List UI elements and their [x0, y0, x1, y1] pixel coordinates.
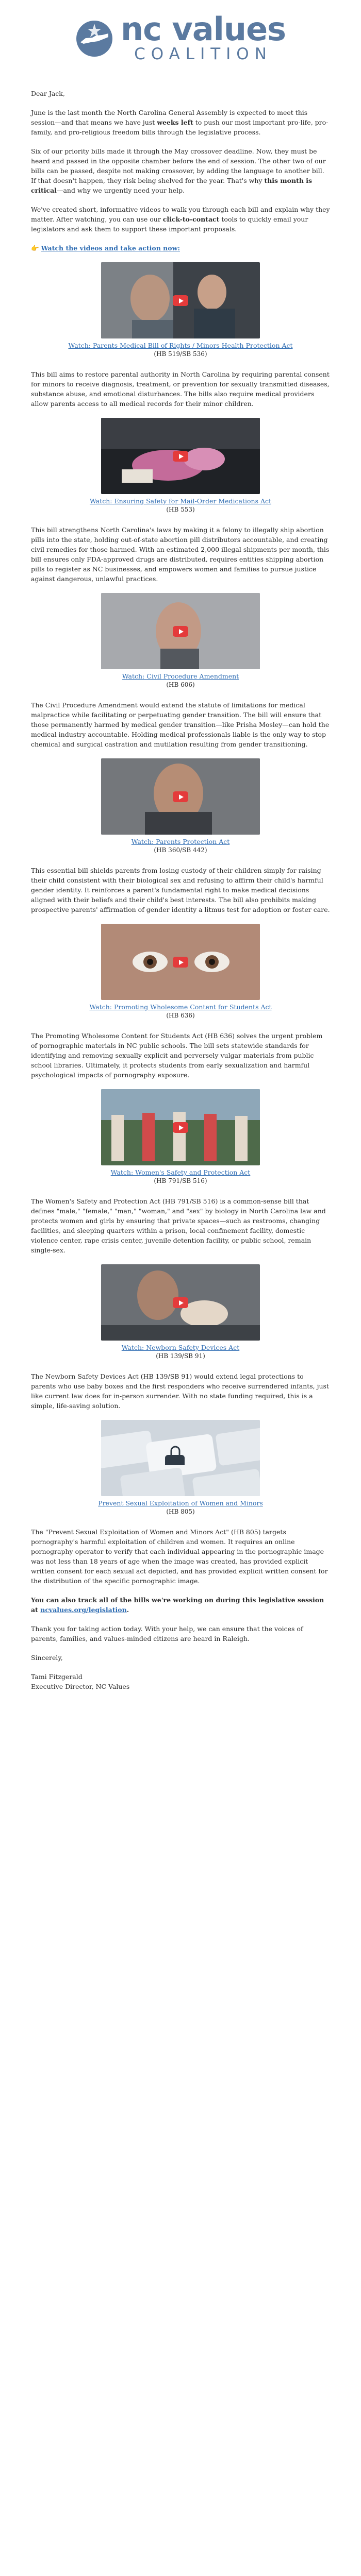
crossover-paragraph: Six of our priority bills made it through the May crossover deadline. Now, they must be heard and passed in the opposite chamber before the end of session. The other two of our bills can be passed, despite not making crossover, by adding the language to another bill. If that doesn't happen, they risk being shelved for the year. That's why this month is critical—and why we urgently need your help. — [31, 147, 326, 194]
watch-line — [31, 243, 330, 253]
video-thumbnail[interactable] — [101, 1089, 260, 1165]
bill-description: This essential bill shields parents from losing custody of their children simply for raising their child consistent with their biological sex and refusing to affirm their child's harmful gender identity. It reinforces a parent's fundamental right to make medical decisions aligned with their beliefs and their child's best interests. The bill also prohibits making prospective parents' affirmation of gender identity a litmus test for adoption or foster care. — [31, 867, 330, 913]
video-link[interactable]: Watch: Newborn Safety Devices Act — [121, 1344, 240, 1351]
brand-sub: COALITION — [134, 45, 272, 63]
bill-description: The Women's Safety and Protection Act (HB 791/SB 516) is a common-sense bill that defines "male," "female," "man," "woman," and "sex" by biology in North Carolina law and protects women and girls by ensuring that private spaces—such as restrooms, changing facilities, and sleeping quarters within a prison, local confinement facility, domestic violence center, rape crisis center, juvenile detention facility, or public school, remain single-sex. — [31, 1197, 326, 1254]
bill-description: This bill strengthens North Carolina's laws by making it a felony to illegally ship abortion pills into the state, holding out-of-state abortion pill distributors accountable, and creating civil remedies for those harmed. With an estimated 2,000 illegal shipments per month, this bill ensures only FDA-approved drugs are distributed, requires entities shipping abortion pills to register as NC businesses, and empowers women and families to pursue justice against dangerous, unlawful practices. — [31, 526, 330, 583]
bill-description: The Promoting Wholesome Content for Students Act (HB 636) solves the urgent problem of pornographic materials in NC public schools. The bill sets statewide standards for identifying and removing sexually explicit and perversely vulgar materials from public school libraries. Ultimately, it protects students from early sexualization and harmful psychological impacts of pornography exposure. — [31, 1032, 323, 1079]
greeting: Dear Jack, — [31, 90, 65, 97]
bill-ref: (HB 606) — [166, 681, 195, 688]
signoff: Sincerely, — [31, 1654, 63, 1662]
video-thumbnail[interactable] — [101, 1264, 260, 1341]
brand-name: nc values — [120, 10, 286, 48]
video-image — [101, 1420, 260, 1496]
bill-description: The Newborn Safety Devices Act (HB 139/SB 91) would extend legal protections to parents who use baby boxes and the first responders who receive surrendered infants, just like current law does for in-person surrender. With no state funding required, this is a simple, life-saving solution. — [31, 1372, 329, 1410]
header — [0, 0, 361, 77]
email-body — [0, 77, 361, 1691]
video-caption — [31, 838, 330, 854]
bill-ref: (HB 139/SB 91) — [156, 1352, 205, 1360]
play-icon[interactable] — [173, 957, 188, 968]
video-link[interactable]: Watch: Women's Safety and Protection Act — [110, 1168, 251, 1176]
play-icon[interactable] — [173, 1297, 188, 1308]
video-thumbnail[interactable] — [101, 1420, 260, 1496]
video-caption — [31, 1344, 330, 1360]
video-link[interactable]: Watch: Civil Procedure Amendment — [122, 672, 239, 680]
legislation-link[interactable]: ncvalues.org/legislation — [40, 1606, 127, 1614]
video-thumbnail[interactable] — [101, 418, 260, 494]
video-thumbnail[interactable] — [101, 262, 260, 338]
signature — [31, 1672, 330, 1691]
bill-ref: (HB 360/SB 442) — [154, 846, 207, 854]
play-icon[interactable] — [173, 791, 188, 802]
video-caption — [31, 1003, 330, 1020]
bill-ref: (HB 791/SB 516) — [154, 1177, 207, 1184]
video-link[interactable]: Prevent Sexual Exploitation of Women and Minors — [98, 1499, 263, 1507]
bill-ref: (HB 805) — [166, 1508, 195, 1515]
video-link[interactable]: Watch: Parents Protection Act — [131, 838, 230, 845]
bill-description: The Civil Procedure Amendment would extend the statute of limitations for medical malpractice while facilitating or perpetuating gender transition. The bill will ensure that those permanently harmed by medical gender transition—like Prisha Mosley—can hold the medical industry accountable. Holding medical professionals liable is the only way to stop chemical and surgical castration and mutilation resulting from gender transitioning. — [31, 701, 330, 748]
track-bills-paragraph: You can also track all of the bills we're working on during this legislative session at ncvalues.org/legislation. — [31, 1596, 324, 1614]
video-caption — [31, 1499, 330, 1516]
watch-videos-link[interactable]: Watch the videos and take action now: — [41, 244, 180, 252]
intro-paragraph: June is the last month the North Carolina General Assembly is expected to meet this session—and that means we have just weeks left to push our most important pro-life, pro-family, and pro-religious freedom bills through the legislative process. — [31, 109, 329, 136]
thanks-paragraph: Thank you for taking action today. With your help, we can ensure that the voices of parents, families, and values-minded citizens are heard in Raleigh. — [31, 1625, 303, 1642]
video-link[interactable]: Watch: Promoting Wholesome Content for Students Act — [89, 1003, 272, 1011]
videos-paragraph: We've created short, informative videos to walk you through each bill and explain why they matter. After watching, you can use our click-to-contact tools to quickly email your legislators and ask them to support these important proposals. — [31, 206, 330, 233]
video-thumbnail[interactable] — [101, 758, 260, 835]
bill-description: This bill aims to restore parental authority in North Carolina by requiring parental consent for minors to receive diagnosis, treatment, or prevention for sexually transmitted diseases, substance abuse, and emotional disturbances. The bills also require medical providers allow parents access to all medical records for their minor children. — [31, 370, 330, 408]
play-icon[interactable] — [173, 295, 188, 306]
video-link[interactable]: Watch: Ensuring Safety for Mail-Order Medications Act — [89, 497, 272, 505]
video-caption — [31, 672, 330, 689]
video-caption — [31, 342, 330, 358]
play-icon[interactable] — [173, 626, 188, 637]
bill-description: The "Prevent Sexual Exploitation of Women and Minors Act" (HB 805) targets pornography's harmful exploitation of children and women. It requires an online pornography operator to verify that each individual appearing in the pornographic image was not less than 18 years of age when the image was created, has provided explicit written consent for each sexual act depicted, and has provided explicit written consent for the distribution of the specific pornographic image. — [31, 1528, 328, 1585]
bill-ref: (HB 553) — [166, 506, 195, 513]
nc-state-icon — [75, 20, 113, 58]
bill-ref: (HB 519/SB 536) — [154, 350, 207, 358]
video-caption — [31, 1168, 330, 1185]
signature-title: Executive Director, NC Values — [31, 1683, 130, 1690]
signature-name: Tami Fitzgerald — [31, 1673, 83, 1681]
video-link[interactable]: Watch: Parents Medical Bill of Rights / Minors Health Protection Act — [68, 342, 293, 349]
brand-logo[interactable] — [75, 10, 286, 63]
video-thumbnail[interactable] — [101, 924, 260, 1000]
play-icon[interactable] — [173, 451, 188, 462]
video-caption — [31, 497, 330, 514]
play-icon[interactable] — [173, 1122, 188, 1133]
pointing-hand-icon: 👉 — [31, 244, 39, 252]
video-thumbnail[interactable] — [101, 593, 260, 669]
bill-ref: (HB 636) — [166, 1012, 195, 1019]
